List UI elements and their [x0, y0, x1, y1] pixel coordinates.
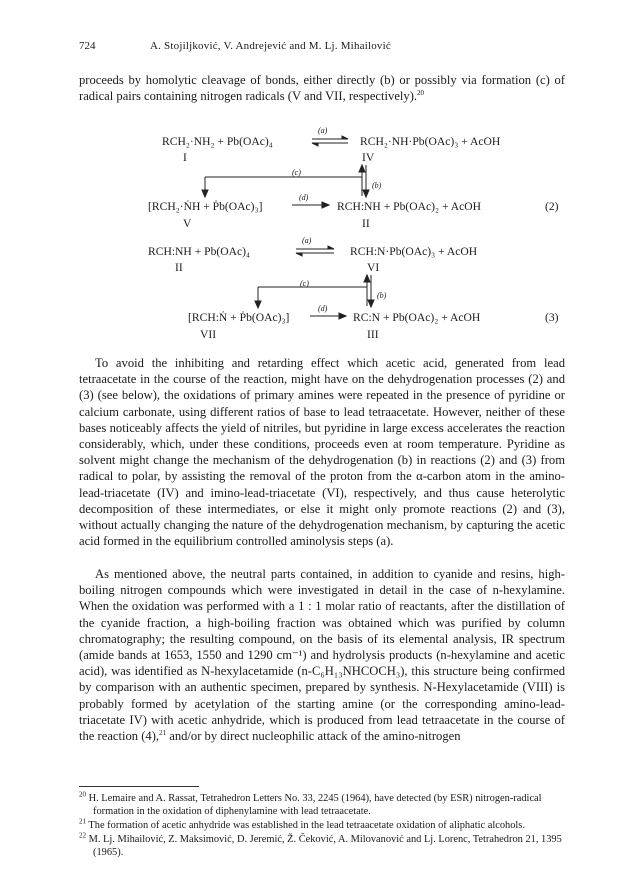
- scheme3-row1-left: RCH:NH + Pb(OAc)₄: [148, 245, 251, 258]
- scheme2-row2-right: RCH:NH + Pb(OAc)₂ + AcOH: [337, 200, 481, 213]
- scheme2-row1-left: RCH₂·NH₂ + Pb(OAc)₄: [162, 135, 273, 148]
- compound-label-I: I: [183, 151, 187, 164]
- scheme3-arrow-c-label: (c): [300, 279, 309, 288]
- scheme2-row2-left: [RCH₂·ṄH + Ṗb(OAc)₃]: [148, 200, 263, 213]
- compound-label-VI: VI: [367, 261, 380, 274]
- equation-number-2: (2): [545, 200, 559, 213]
- footnote-21-text: The formation of acetic anhydride was established in the lead tetraacetate oxidation of aliphatic alcohols.: [88, 820, 525, 831]
- scheme2-arrow-a-label: (a): [318, 126, 328, 135]
- footnote-ref-21: 21: [159, 728, 167, 737]
- footnote-divider: [79, 786, 199, 787]
- scheme3-arrow-b-label: (b): [377, 291, 387, 300]
- scheme2-arrow-d-label: (d): [299, 193, 309, 202]
- footnote-ref-20: 20: [417, 89, 425, 98]
- paragraph-2-text-a: As mentioned above, the neutral parts contained, in addition to cyanide and resins, high-boiling nitrogen compounds which were investigated in detail in the case of n-hexylamine. When the oxidation was performed with a 1 : 1 molar ratio of reactants, after the distillation of the cyanide fraction, a high-boiling fraction was obtained which was purified by column chromatography; the resulting compound, on the basis of its elemental analysis, IR spectrum (amide bands at 1653, 1550 and 1290 cm⁻¹) and hydrolysis products (n-hexylamine and acetic acid), was identified as N-hexylacetamide (n-C₆H₁₃NHCOCH₃), this structure being confirmed by comparison with an authentic specimen, prepared by synthesis. N-Hexylacetamide (VIII) is probably formed by acetylation of the starting amine (or the corresponding amino-lead-triacetate IV) with acetic anhydride, which is produced from lead tetraacetate in the course of the reaction (4),: [79, 567, 565, 744]
- intro-text: proceeds by homolytic cleavage of bonds, either directly (b) or possibly via formation (c) of radical pairs containing nitrogen radicals (V and VII, respectively).: [79, 73, 565, 104]
- compound-label-V: V: [183, 217, 192, 230]
- running-title: A. Stojiljković, V. Andrejević and M. Lj. Mihailović: [150, 40, 391, 52]
- paragraph-2-text-b: and/or by direct nucleophilic attack of the amino-nitrogen: [166, 729, 461, 744]
- equation-number-3: (3): [545, 311, 559, 324]
- scheme3-arrow-d-label: (d): [318, 304, 328, 313]
- scheme2-arrow-c-label: (c): [292, 168, 301, 177]
- scheme3-row2-left: [RCH:Ṅ + Ṗb(OAc)₃]: [188, 311, 290, 324]
- footnote-21-mark: 21: [79, 817, 86, 826]
- compound-label-III: III: [367, 328, 379, 341]
- footnote-22-text: M. Lj. Mihailović, Z. Maksimović, D. Jeremić, Ž. Čeković, A. Milovanović and Lj. Lorenc, Tetrahedron 21, 1395 (1965).: [88, 834, 562, 858]
- compound-label-IV: IV: [362, 151, 375, 164]
- scheme3-row2-right: RC:N + Pb(OAc)₂ + AcOH: [353, 311, 481, 324]
- footnote-22-mark: 22: [79, 831, 86, 840]
- compound-label-II-b: II: [175, 261, 183, 274]
- footnote-20-mark: 20: [79, 790, 86, 799]
- paragraph-1-text: To avoid the inhibiting and retarding effect which acetic acid, generated from lead tetraacetate in the course of the reaction, might have on the dehydrogenation processes (2) and (3) (see below), the oxidations of primary amines were repeated in the presence of pyridine or calcium carbonate, using different ratios of base to lead tetraacetate. However, neither of these bases noticeably affects the yield of nitriles, but pyridine in large excess accelerates the reaction considerably, which, under these conditions, proceeds even at room temperature. Pyridine as solvent might change the mechanism of the dehydrogenation (b) in reactions (2) and (3) from radical to polar, by assisting the removal of the proton from the α-carbon atom in the amino-lead-triacetate (IV) and imino-lead-triacetate (VI), respectively, and thus cause heterolytic decomposition of these intermediates, or else it might only promote reactions (2) and (3), without actually changing the nature of the dehydrogenation mechanism, by capturing the acetic acid formed in the equilibrium controlled aminolysis steps (a).: [79, 356, 565, 549]
- paragraph-1: [79, 355, 565, 549]
- scheme3-row1-right: RCH:N·Pb(OAc)₃ + AcOH: [350, 245, 478, 258]
- footnote-21: [79, 819, 565, 832]
- page-number: 724: [79, 40, 96, 52]
- footnote-22: [79, 833, 565, 859]
- compound-label-II: II: [362, 217, 370, 230]
- scheme2-arrow-b-label: (b): [372, 181, 382, 190]
- footnote-20-text: H. Lemaire and A. Rassat, Tetrahedron Letters No. 33, 2245 (1964), have detected (by ESR) nitrogen-radical formation in the oxidation of diphenylamine with lead tetraacetate.: [88, 793, 542, 817]
- footnotes: [79, 792, 565, 860]
- compound-label-VII: VII: [200, 328, 217, 341]
- scheme3-arrow-a-label: (a): [302, 236, 312, 245]
- paragraph-2: [79, 566, 565, 744]
- footnote-20: [79, 792, 565, 818]
- scheme2-row1-right: RCH₂·NH·Pb(OAc)₃ + AcOH: [360, 135, 501, 148]
